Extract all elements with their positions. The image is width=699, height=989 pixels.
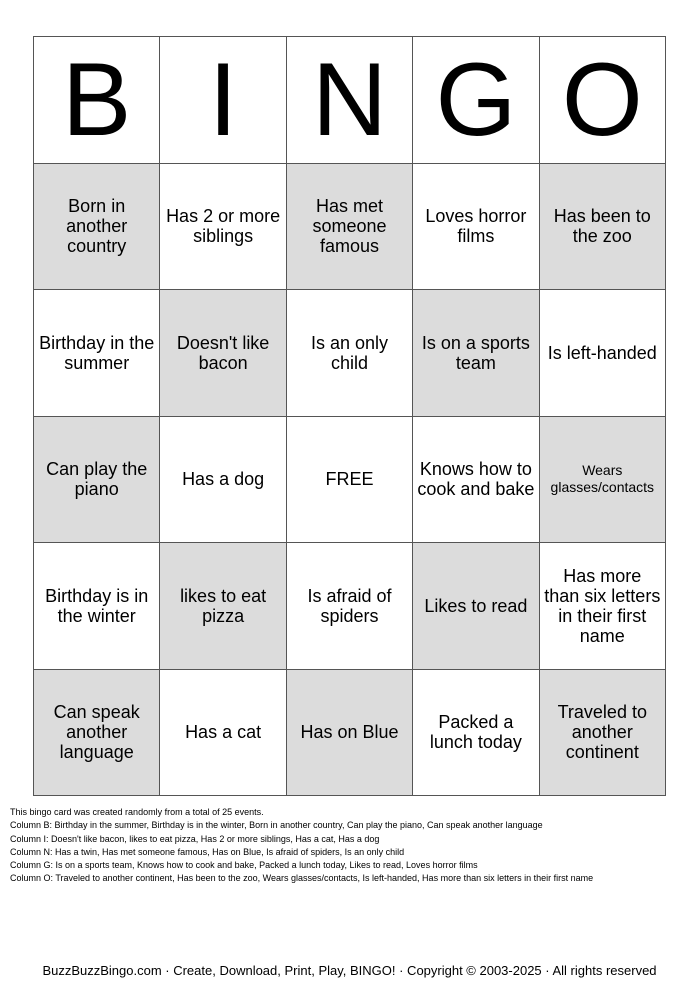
bingo-cell: Born in another country: [34, 164, 160, 291]
page-footer: BuzzBuzzBingo.com · Create, Download, Print, Play, BINGO! · Copyright © 2003-2025 · All rights reserved: [42, 963, 657, 978]
bingo-cell: Traveled to another continent: [540, 670, 666, 797]
bingo-cell: Doesn't like bacon: [160, 290, 286, 417]
bingo-cell: Can speak another language: [34, 670, 160, 797]
bingo-cell: Is left-handed: [540, 290, 666, 417]
header-letter-g: G: [413, 37, 539, 164]
free-cell: FREE: [287, 417, 413, 544]
bingo-cell: Is afraid of spiders: [287, 543, 413, 670]
notes-column-i: Column I: Doesn't like bacon, likes to eat pizza, Has 2 or more siblings, Has a cat, Has a dog: [10, 833, 380, 844]
header-letter-n: N: [287, 37, 413, 164]
bingo-cell: likes to eat pizza: [160, 543, 286, 670]
bingo-cell: Birthday in the summer: [34, 290, 160, 417]
notes-intro: This bingo card was created randomly from a total of 25 events.: [10, 807, 264, 817]
bingo-card: [33, 36, 666, 796]
header-letter-b: B: [34, 37, 160, 164]
bingo-cell: Is on a sports team: [413, 290, 539, 417]
header-letter-o: O: [540, 37, 666, 164]
bingo-cell: Knows how to cook and bake: [413, 417, 539, 544]
bingo-cell: Is an only child: [287, 290, 413, 417]
notes-column-n: Column N: Has a twin, Has met someone famous, Has on Blue, Is afraid of spiders, Is an only child: [10, 846, 405, 857]
notes-column-b: Column B: Birthday in the summer, Birthday is in the winter, Born in another country, Can play the piano, Can speak another language: [10, 820, 543, 831]
bingo-cell: Has more than six letters in their first name: [540, 543, 666, 670]
notes-column-g: Column G: Is on a sports team, Knows how to cook and bake, Packed a lunch today, Likes to read, Loves horror films: [10, 860, 478, 871]
bingo-cell: Has on Blue: [287, 670, 413, 797]
card-notes: [10, 806, 690, 886]
bingo-cell: Has met someone famous: [287, 164, 413, 291]
header-letter-i: I: [160, 37, 286, 164]
bingo-cell: Likes to read: [413, 543, 539, 670]
bingo-cell: Packed a lunch today: [413, 670, 539, 797]
bingo-cell: Has a dog: [160, 417, 286, 544]
bingo-cell: Wears glasses/contacts: [540, 417, 666, 544]
bingo-cell: Has been to the zoo: [540, 164, 666, 291]
bingo-cell: Has 2 or more siblings: [160, 164, 286, 291]
bingo-cell: Birthday is in the winter: [34, 543, 160, 670]
bingo-cell: Loves horror films: [413, 164, 539, 291]
notes-column-o: Column O: Traveled to another continent, Has been to the zoo, Wears glasses/contacts, Is left-handed, Has more than six letters in their first name: [10, 873, 594, 884]
bingo-cell: Can play the piano: [34, 417, 160, 544]
bingo-cell: Has a cat: [160, 670, 286, 797]
